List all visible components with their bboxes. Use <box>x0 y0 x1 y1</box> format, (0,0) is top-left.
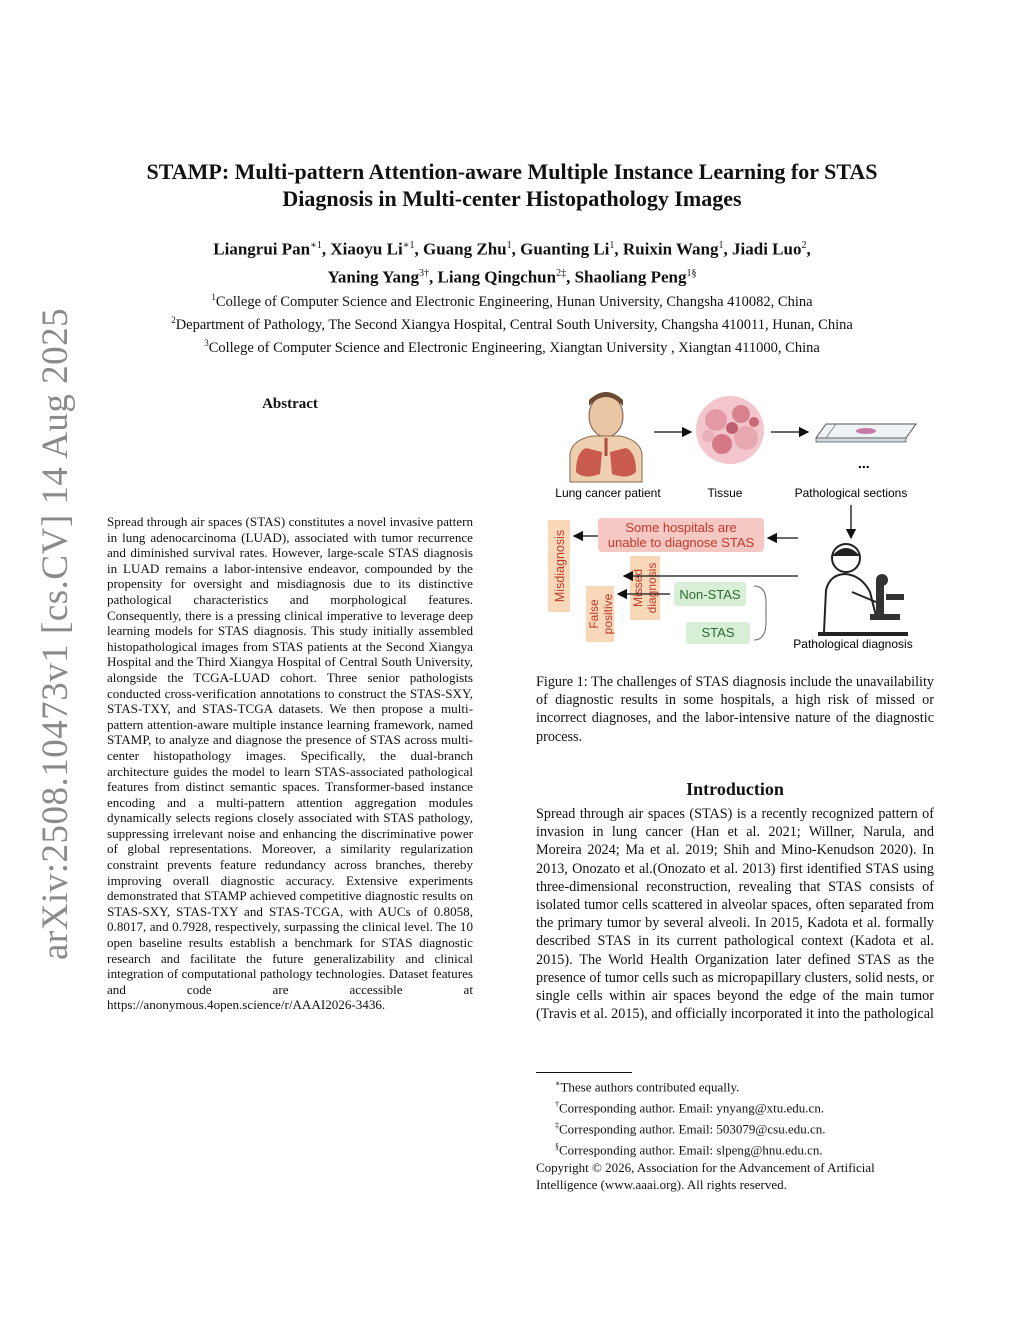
copyright-notice: Copyright © 2026, Association for the Advancement of Artificial Intelligence (www.aaai.org). All rights reserved. <box>536 1159 875 1193</box>
author-line-1: Liangrui Pan$^{∗1}$, Xiaoyu $Li^{∗1}$, Guang Zhu$^1$, Guanting Li$^1$, Ruixin Wang$^1$, Jiadi Luo$^2$, <box>213 239 811 259</box>
affiliation <box>90 311 934 334</box>
footnote-mark: † <box>555 1099 559 1109</box>
introduction-text: Spread through air spaces (STAS) is a recently recognized pattern of invasion in lung cancer (Han et al. 2021; Willner, Narula, and Moreira 2024; Ma et al. 2019; Shih and Mino-Kenudson 2020). In 2013, Onozato et al.(Onozato et al. 2013) first identified STAS using three-dimensional reconstruction, revealing that STAS consists of isolated tumor cells scattered in alveolar spaces, often separated from the primary tumor by several alveoli. In 2015, Kadota et al. formally described STAS in its current pathological context (Kadota et al. 2015). The World Health Organization later defined STAS as the presence of tumor cells such as micropapillary clusters, solid nests, or single cells within air spaces beyond the edge of the main tumor (Travis et al. 2015), and officially incorporated it into the pathological <box>536 806 934 1023</box>
hospitals-box-line1: Some hospitals are <box>625 520 737 535</box>
hospitals-box-line2: unable to diagnose STAS <box>607 535 755 550</box>
author-sup: ∗1 <box>402 240 415 251</box>
footnote-mark: § <box>555 1141 559 1151</box>
footnote <box>536 1075 934 1096</box>
false-positive-line1: False <box>587 599 601 629</box>
pathological-slides <box>816 424 916 442</box>
tissue-illustration <box>696 396 764 464</box>
label-pathological-diagnosis: Pathological diagnosis <box>793 637 913 651</box>
affiliation-sup: 1 <box>211 292 216 302</box>
missed-diagnosis-line1: Missed <box>631 568 645 608</box>
introduction-heading: Introduction <box>686 779 784 799</box>
author-name: Ruixin Wang <box>622 239 719 259</box>
stas-label: STAS <box>701 625 735 640</box>
footnote-mark: ∗ <box>555 1079 561 1088</box>
false-positive-line2: positive <box>601 593 615 635</box>
affiliation-sup: 2 <box>171 314 176 325</box>
non-stas-label: Non-STAS <box>679 587 741 602</box>
affiliation <box>90 288 934 311</box>
affiliation-list <box>90 288 934 356</box>
author-name: Guang Zhu <box>422 239 507 259</box>
author-sup: 2 <box>801 240 807 251</box>
label-sections: Pathological sections <box>794 486 908 500</box>
author-sup: 3† <box>418 267 429 279</box>
label-patient: Lung cancer patient <box>555 486 661 500</box>
footnote-text: Corresponding author. Email: slpeng@hnu.edu.cn. <box>559 1142 823 1158</box>
footnote <box>536 1096 934 1117</box>
missed-diagnosis-line2: diagnosis <box>645 562 659 614</box>
author-sup: 1 <box>718 240 724 251</box>
abstract-text: Spread through air spaces (STAS) constitutes a novel invasive pattern in lung adenocarcinoma (LUAD), associated with tumor recurrence and diminished survival rates. However, large-scale STAS diagnosis in LUAD remains a labor-intensive endeavor, compounded by the propensity for oversight and misdiagnosis due to its distinctive pathological characteristics and morphological features. Consequently, there is a pressing clinical imperative to leverage deep learning models for STAS diagnosis. This study initially assembled histopathological images from STAS patients at the Second Xiangya Hospital and the Third Xiangya Hospital of Central South University, alongside the TCGA-LUAD cohort. Three senior pathologists conducted cross-verification annotations to construct the STAS-SXY, STAS-TXY, and STAS-TCGA datasets. We then propose a multi-pattern attention-aware multiple instance learning framework, named STAMP, to analyze and diagnose the presence of STAS across multi-center histopathology images. Specifically, the dual-branch architecture guides the model to learn STAS-associated pathological features from distinct semantic spaces. Transformer-based instance encoding and a multi-pattern attention aggregation modules dynamically selects regions closely associated with STAS pathology, suppressing irrelevant noise and enhancing the discriminative power of global representations. Moreover, a similarity regularization constraint prevents feature redundancy across branches, thereby improving overall diagnostic accuracy. Extensive experiments demonstrated that STAMP achieved competitive diagnostic results on STAS-SXY, STAS-TXY and STAS-TCGA, with AUCs of 0.8058, 0.8017, and 0.7928, respectively, surpassing the clinical level. The 10 open baseline results establish a benchmark for STAS diagnostic research and facilitate the future generalizability and clinical integration of computational pathology technologies. Dataset features and code are accessible at https://anonymous.4open.science/r/AAAI2026-3436. <box>107 514 473 1013</box>
author-name: Guanting Li <box>520 239 610 259</box>
author-name: Liangrui Pan <box>213 239 311 259</box>
footnote-text: Corresponding author. Email: ynyang@xtu.edu.cn. <box>559 1100 825 1116</box>
author-list <box>90 234 934 289</box>
label-tissue: Tissue <box>707 486 743 500</box>
figure-diagram <box>536 380 936 665</box>
author-sup: ∗1 <box>310 240 322 251</box>
footnote <box>536 1138 934 1159</box>
misdiagnosis-label: Misdiagnosis <box>553 529 567 603</box>
author-name: Xiaoyu Li <box>330 239 403 259</box>
author-sup: 2‡ <box>556 267 567 279</box>
footnote-mark: ‡ <box>555 1120 559 1130</box>
author-sup: 1§ <box>686 267 697 279</box>
author-name: Yaning Yang <box>327 267 419 287</box>
footnote-rule <box>536 1072 632 1073</box>
footnotes <box>536 1075 934 1194</box>
author-sup: 1 <box>609 240 615 251</box>
affiliation-text: College of Computer Science and Electronic Engineering, Hunan University, Changsha 410082, China <box>215 293 813 310</box>
footnote-text: These authors contributed equally. <box>560 1079 740 1095</box>
patient-illustration <box>570 392 642 482</box>
footnote <box>536 1117 934 1138</box>
pathologist-illustration <box>818 544 908 636</box>
figure-caption: Figure 1: The challenges of STAS diagnosis include the unavailability of diagnostic results in some hospitals, a high risk of missed or incorrect diagnoses, and the labor-intensive nature of the diagnostic process. <box>536 674 934 745</box>
title-line-2: Diagnosis in Multi-center Histopathology Images <box>282 186 742 211</box>
author-line-2: Yaning Yang$^{3\dagger}$, Liang Qingchun$^{2\ddagger}$, Shaoliang Peng$^{1\S}$ <box>327 267 697 287</box>
author-name: Shaoliang Peng <box>574 267 687 287</box>
abstract-heading: Abstract <box>262 396 318 412</box>
arxiv-identifier: arXiv:2508.10473v1 [cs.CV] 14 Aug 2025 <box>35 307 76 960</box>
title-line-1: STAMP: Multi-pattern Attention-aware Multiple Instance Learning for STAS <box>146 159 878 184</box>
affiliation-text: College of Computer Science and Electronic Engineering, Xiangtan University , Xiangtan 411000, China <box>208 339 820 356</box>
figure-1 <box>536 380 936 665</box>
footnote-text: Corresponding author. Email: 503079@csu.edu.cn. <box>559 1121 826 1137</box>
author-name: Liang Qingchun <box>437 267 557 287</box>
author-name: Jiadi Luo <box>732 239 802 259</box>
affiliation-sup: 3 <box>204 337 209 348</box>
paper-title <box>90 158 934 212</box>
sections-ellipsis: ... <box>858 455 870 471</box>
affiliation-text: Department of Pathology, The Second Xiangya Hospital, Central South University, Changsha 410011, Hunan, China <box>175 316 853 333</box>
affiliation <box>90 334 934 357</box>
result-bracket <box>754 586 766 640</box>
author-sup: 1 <box>506 240 512 251</box>
